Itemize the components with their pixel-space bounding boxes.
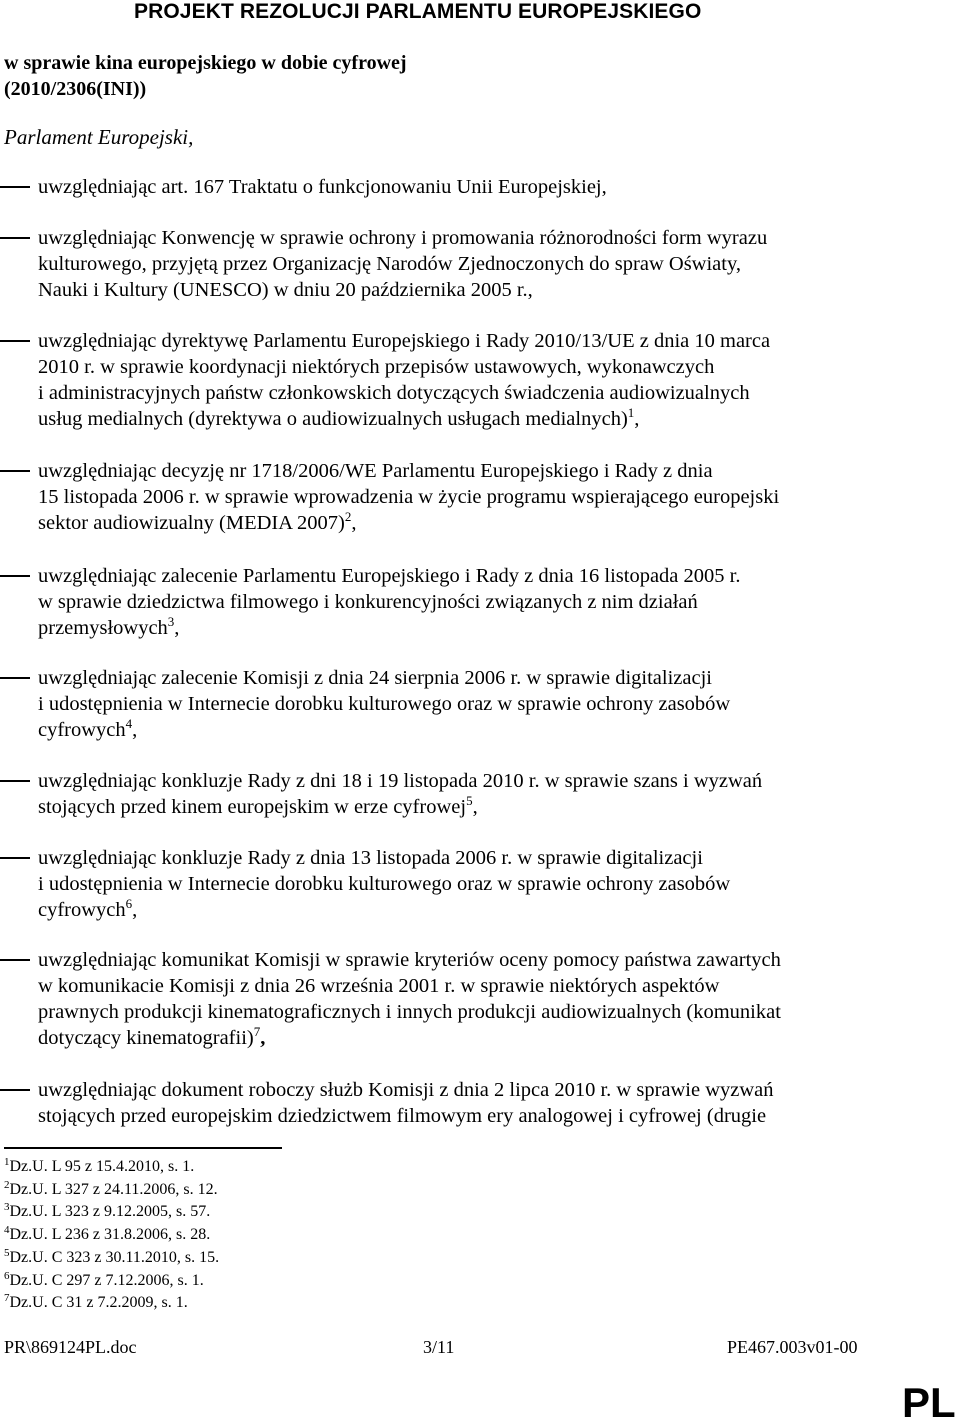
citation-line: dotyczący kinematografii)$^7$, (38, 1024, 266, 1049)
citation-line: stojących przed kinem europejskim w erze cyfrowej$^5$, (38, 793, 478, 818)
subject-line: w sprawie kina europejskiego w dobie cyfrowej (4, 52, 407, 74)
dash-bullet (0, 857, 30, 859)
footnote-ref[interactable]: 6 (125, 896, 133, 911)
footnote: $^5$Dz.U. C 323 z 30.11.2010, s. 15. (4, 1246, 220, 1266)
citation-line: stojących przed europejskim dziedzictwem filmowym ery analogowej i cyfrowej (drugie (38, 1105, 767, 1127)
dash-bullet (0, 1089, 30, 1091)
citation-line: przemysłowych$^3$, (38, 614, 180, 639)
citation-line: i udostępnienia w Internecie dorobku kulturowego oraz w sprawie ochrony zasobów (38, 693, 731, 715)
footer-filename: PR\869124PL.doc (4, 1337, 137, 1357)
footnote: $^2$Dz.U. L 327 z 24.11.2006, s. 12. (4, 1178, 218, 1198)
dash-bullet (0, 575, 30, 577)
footnote-ref[interactable]: 1 (627, 405, 635, 420)
citation-line: usług medialnych (dyrektywa o audiowizualnych usługach medialnych)$^1$, (38, 405, 640, 430)
footnote-ref[interactable]: 4 (125, 716, 133, 731)
footnote: $^3$Dz.U. L 323 z 9.12.2005, s. 57. (4, 1201, 211, 1221)
citation-line: prawnych produkcji kinematograficznych i innych produkcji audiowizualnych (komunikat (38, 1001, 781, 1023)
footer-page-number: 3/11 (423, 1337, 455, 1357)
citation-line: uwzględniając decyzję nr 1718/2006/WE Parlamentu Europejskiego i Rady z dnia (38, 460, 713, 482)
document-heading: PROJEKT REZOLUCJI PARLAMENTU EUROPEJSKIEGO (134, 0, 702, 23)
dash-bullet (0, 959, 30, 961)
citation-line: 2010 r. w sprawie koordynacji niektórych przepisów ustawowych, wykonawczych (38, 356, 715, 378)
dash-bullet (0, 340, 30, 342)
citation-line: uwzględniając dyrektywę Parlamentu Europejskiego i Rady 2010/13/UE z dnia 10 marca (38, 330, 771, 352)
citation-line: i udostępnienia w Internecie dorobku kulturowego oraz w sprawie ochrony zasobów (38, 873, 731, 895)
citation-line: uwzględniając konkluzje Rady z dni 18 i 19 listopada 2010 r. w sprawie szans i wyzwań (38, 770, 763, 792)
citation-line: uwzględniając zalecenie Komisji z dnia 24 sierpnia 2006 r. w sprawie digitalizacji (38, 667, 712, 689)
footer-reference: PE467.003v01-00 (727, 1337, 858, 1357)
language-code: PL (902, 1379, 956, 1426)
footnote-ref[interactable]: 3 (167, 614, 175, 629)
footnotes (4, 1156, 219, 1315)
citation-line: uwzględniając art. 167 Traktatu o funkcjonowaniu Unii Europejskiej, (38, 176, 607, 198)
citation-line: 15 listopada 2006 r. w sprawie wprowadzenia w życie programu wspierającego europejski (38, 486, 780, 508)
citation-line: Nauki i Kultury (UNESCO) w dniu 20 października 2005 r., (38, 279, 533, 301)
resolution-subject (4, 50, 407, 102)
citation-line: uwzględniając komunikat Komisji w sprawie kryteriów oceny pomocy państwa zawartych (38, 949, 781, 971)
dash-bullet (0, 780, 30, 782)
subject-procedure: (2010/2306(INI)) (4, 78, 147, 100)
citation-line: uwzględniając zalecenie Parlamentu Europejskiego i Rady z dnia 16 listopada 2005 r. (38, 565, 741, 587)
footnote-ref[interactable]: 2 (344, 509, 352, 524)
dash-bullet (0, 677, 30, 679)
author-line: Parlament Europejski, (4, 125, 194, 149)
footnote: $^6$Dz.U. C 297 z 7.12.2006, s. 1. (4, 1269, 204, 1289)
citation-line: w komunikacie Komisji z dnia 26 września 2001 r. w sprawie niektórych aspektów (38, 975, 720, 997)
citation-line: i administracyjnych państw członkowskich dotyczących świadczenia audiowizualnych (38, 382, 750, 404)
citation-line: uwzględniając dokument roboczy służb Komisji z dnia 2 lipca 2010 r. w sprawie wyzwań (38, 1079, 774, 1101)
footnote: $^1$Dz.U. L 95 z 15.4.2010, s. 1. (4, 1156, 195, 1175)
citation-line: cyfrowych$^6$, (38, 896, 138, 921)
citation-line: w sprawie dziedzictwa filmowego i konkurencyjności związanych z nim działań (38, 591, 698, 613)
footnote-separator (4, 1147, 282, 1149)
dash-bullet (0, 237, 30, 239)
citation-line: kulturowego, przyjętą przez Organizację Narodów Zjednoczonych do spraw Oświaty, (38, 253, 742, 275)
footnote: $^7$Dz.U. C 31 z 7.2.2009, s. 1. (4, 1292, 188, 1312)
footnote: $^4$Dz.U. L 236 z 31.8.2006, s. 28. (4, 1224, 211, 1244)
citation-line: sektor audiowizualny (MEDIA 2007)$^2$, (38, 509, 357, 534)
footnote-ref[interactable]: 7 (253, 1024, 261, 1039)
citation-line: uwzględniając konkluzje Rady z dnia 13 listopada 2006 r. w sprawie digitalizacji (38, 847, 703, 869)
dash-bullet (0, 470, 30, 472)
citation-line: cyfrowych$^4$, (38, 716, 138, 741)
citation-line: uwzględniając Konwencję w sprawie ochrony i promowania różnorodności form wyrazu (38, 227, 768, 249)
footnote-ref[interactable]: 5 (466, 793, 473, 808)
dash-bullet (0, 186, 30, 188)
